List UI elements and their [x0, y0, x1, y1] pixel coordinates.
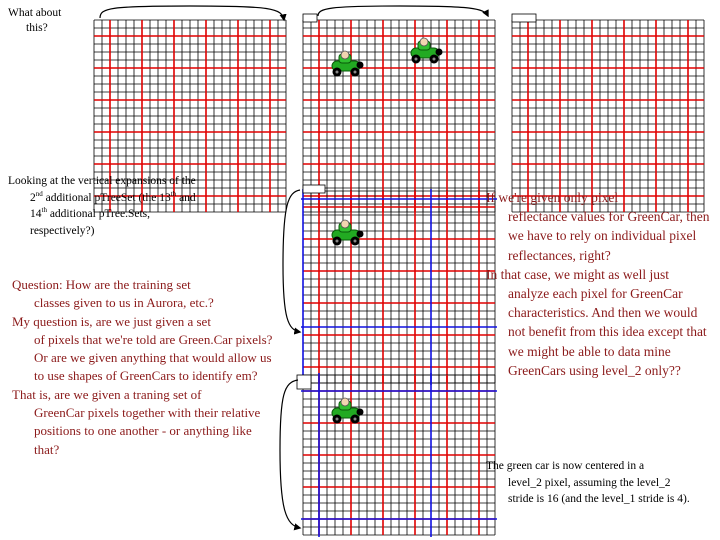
- curved-arrow-icon: [318, 6, 488, 16]
- centered-rest: level_2 pixel, assuming the level_2 stride is 16 (and the level_1 stride is 4).: [508, 476, 690, 506]
- vertical-line2-sup2: th: [170, 189, 177, 198]
- note-what-about: [8, 6, 88, 36]
- right-p2-first: In that case, we might as well just: [486, 266, 669, 282]
- note-car-centered: [486, 458, 696, 508]
- note-what-about-line1: What about: [8, 7, 62, 19]
- grid-tab-box: [297, 375, 311, 389]
- vertical-line1: Looking at the vertical expansions of the: [8, 175, 196, 187]
- grid-middle: [301, 189, 497, 385]
- vertical-line3-b: additional pTree.Sets,: [46, 208, 151, 220]
- grid-bottom: [301, 373, 497, 537]
- grid-tab-box: [512, 14, 536, 22]
- vertical-line2: [8, 190, 248, 207]
- curved-arrow-icon: [100, 6, 284, 20]
- curved-arrow-icon: [280, 380, 300, 528]
- right-p1-rest: reflectance values for GreenCar, then we have to rely on individual pixel reflectances, right?: [508, 209, 710, 263]
- question-p3-first: That is, are we given a traning set of: [12, 386, 202, 402]
- question-p1-rest: classes given to us in Aurora, etc.?: [34, 295, 214, 311]
- grid-tab-box: [303, 14, 317, 22]
- vertical-line3-a: 14: [30, 208, 42, 220]
- note-what-about-line2: this?: [26, 22, 48, 34]
- note-question: [12, 276, 274, 459]
- right-p1-first: If we're given only pixel: [486, 190, 619, 205]
- grid-top-right: [512, 20, 704, 212]
- vertical-line2-sup: nd: [35, 189, 43, 198]
- curved-arrow-icon: [283, 190, 300, 332]
- question-p2-first: My question is, are we just given a set: [12, 313, 211, 329]
- grid-top-middle: [303, 20, 495, 212]
- vertical-line4: respectively?): [30, 224, 95, 237]
- vertical-line2-b: additional pTreeSet (the 13: [42, 191, 171, 204]
- right-p2-rest: analyze each pixel for GreenCar characteristics. And then we would not benefit from this idea except that we might be able to data mine GreenCars using level_2 only??: [508, 286, 707, 378]
- note-vertical-expansions: [8, 173, 248, 239]
- vertical-line2-a: 2: [30, 191, 36, 204]
- vertical-line3: [8, 206, 248, 223]
- note-pixel-reflectance: [486, 188, 716, 380]
- grid-tab-box: [303, 185, 325, 193]
- vertical-line3-sup: th: [41, 206, 47, 215]
- question-p1-first: Question: How are the training set: [12, 277, 191, 292]
- vertical-line2-c: and: [176, 191, 196, 204]
- question-p2-rest: of pixels that we're told are Green.Car pixels? Or are we given anything that would allow us to use shapes of GreenCars to identify em?: [34, 331, 273, 384]
- centered-first: The green car is now centered in a: [486, 460, 645, 472]
- question-p3-rest: GreenCar pixels together with their relative positions to one another - or anything like that?: [34, 405, 261, 457]
